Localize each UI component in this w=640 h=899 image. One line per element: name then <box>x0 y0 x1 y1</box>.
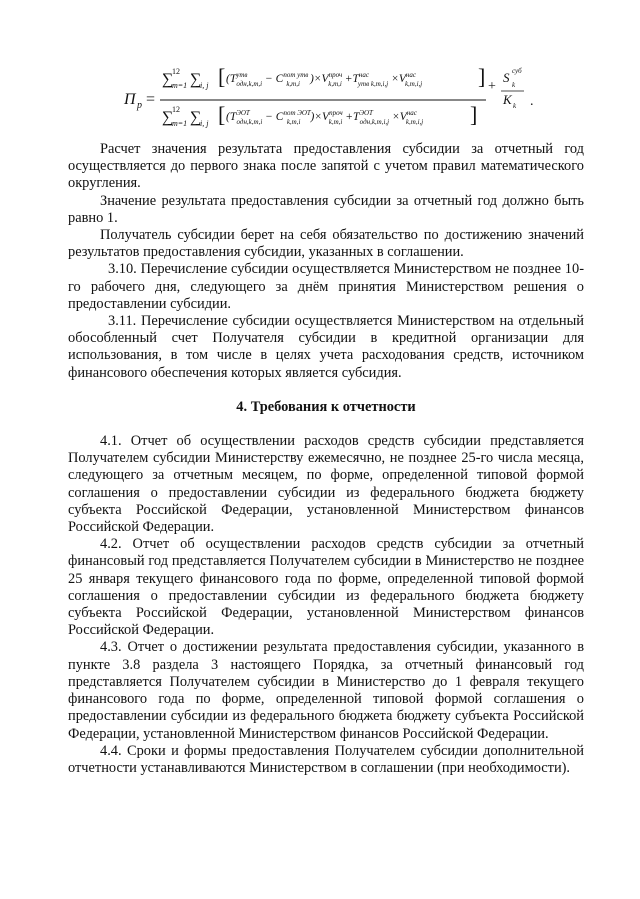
den-sum-ij: ∑ <box>190 109 202 126</box>
formula-graphic <box>120 60 540 132</box>
den-sum-ij-label: i, j <box>200 119 209 128</box>
plus-sign: + <box>488 79 496 94</box>
s-term-sup: суб <box>512 67 522 75</box>
paragraph-4-1: 4.1. Отчет об осуществлении расходов средств субсидии представляется Получателем субсидии Министерству ежемесячно, не позднее 25-го числа месяца, следующего за отчетным месяцем, по форме, определенной типовой формой соглашения о предоставлении субсидии из федерального бюджета бюджету субъекта Российской Федерации, установленной Министерством финансов Российской Федерации. <box>68 433 584 536</box>
formula-lhs-sub: р <box>137 100 142 111</box>
paragraph-3-10: 3.10. Перечисление субсидии осуществляется Министерством не позднее 10-го рабочего дня, следующего за днём принятия Министерством решения о предоставлении субсидии. <box>68 261 584 312</box>
den-bracket-left: [ <box>218 102 226 127</box>
num-sum-upper: 12 <box>172 67 180 76</box>
num-bracket-right: ] <box>478 64 486 89</box>
section-heading: 4. Требования к отчетности <box>236 398 416 415</box>
num-sum-ij: ∑ <box>190 71 202 88</box>
num-sum-m: ∑ <box>162 71 174 88</box>
paragraph-4-4: 4.4. Сроки и формы предоставления Получателем субсидии дополнительной отчетности устанавливаются Министерством в соглашении (при необходимости). <box>68 742 584 776</box>
num-sum-ij-label: i, j <box>200 81 209 90</box>
k-term-sub: k <box>513 102 517 110</box>
paragraph-4-3: 4.3. Отчет о достижении результата предоставления субсидии, указанного в пункте 3.8 раздела 3 настоящего Порядка, за отчетный финансовый год представляется Получателем субсидии в Министерство до 1 февраля текущего финансового года по форме, определенной типовой формой соглашения о предоставлении субсидии из федерального бюджета бюджету субъекта Российской Федерации, установленной Министерством финансов Российской Федерации. <box>68 639 584 742</box>
document-body <box>68 141 584 777</box>
num-bracket-left: [ <box>218 64 226 89</box>
paragraph-rounding: Расчет значения результата предоставления субсидии за отчетный год осуществляется до первого знака после запятой с учетом правил математического округления. <box>68 141 584 192</box>
formula-lhs: П <box>124 91 136 108</box>
den-bracket-right: ] <box>470 102 478 127</box>
paragraph-obligation: Получатель субсидии берет на себя обязательство по достижению значений результатов предоставления субсидии, указанных в соглашении. <box>68 227 584 261</box>
result-formula <box>120 60 540 132</box>
paragraph-3-11: 3.11. Перечисление субсидии осуществляется Министерством на отдельный обособленный счет Получателя субсидии в кредитной организации для использования, в том числе в целях учета расходования средств, источником финансового обеспечения которых является субсидия. <box>68 313 584 381</box>
den-sum-m: ∑ <box>162 109 174 126</box>
den-expression: ($T^{ЭОТ}$ $одн,k,m,i - C^{пот ЭОТ}$ k,m,i )$\times V^{проч}$ $k,m,i +T^{ЭОТ}$ $одн,k,m,i,j \times V^{нас}$ k,m,i,j <box>226 109 424 126</box>
s-term: S <box>503 70 510 85</box>
k-term: K <box>503 92 512 107</box>
num-sum-lower: m=1 <box>172 81 188 90</box>
s-term-sub: k <box>512 81 516 89</box>
paragraph-result-value: Значение результата предоставления субсидии за отчетный год должно быть равно 1. <box>68 192 584 226</box>
formula-period: . <box>530 94 534 109</box>
formula-equals: = <box>146 91 156 108</box>
paragraph-4-2: 4.2. Отчет об осуществлении расходов средств субсидии за отчетный финансовый год представляется Получателем субсидии в Министерство не позднее 25 января текущего финансового года по форме, определенной типовой формой соглашения о предоставлении субсидии из федерального бюджета бюджету субъекта Российской Федерации, установленной Министерством финансов Российской Федерации. <box>68 536 584 639</box>
num-expression: ($T^{утв}$ $одн,k,m,i - C^{пот утв}$ k,m,i )$\times V^{проч}$ $k,m,i +T^{нас}$ утв $k,m,i,j \times V^{нас}$ k,m,i,j <box>226 71 423 88</box>
den-sum-lower: m=1 <box>172 119 188 128</box>
den-sum-upper: 12 <box>172 105 180 114</box>
